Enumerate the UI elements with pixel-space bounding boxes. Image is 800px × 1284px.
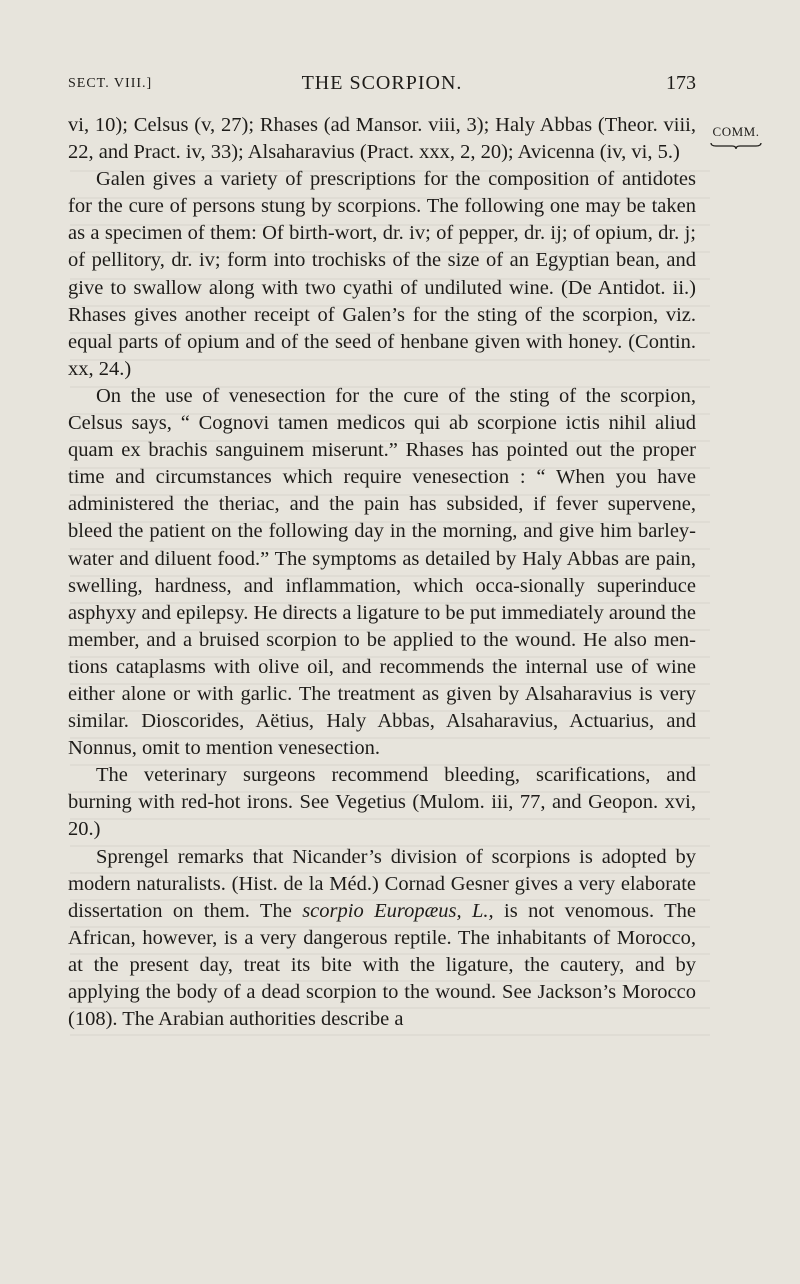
paragraph-citations: vi, 10); Celsus (v, 27); Rhases (ad Mansor. viii, 3); Haly Abbas (Theor. viii, 22, and Pract. iv, 33); Alsaharavius (Pract. xxx, 2, 20); Avicenna (iv, vi, 5.) [68,114,696,164]
brace-icon [710,142,762,150]
page-number: 173 [666,72,696,94]
species-name: scorpio Europæus, L., [302,899,494,922]
paragraph-sprengel [68,844,696,1034]
margin-note [703,124,769,150]
paragraph-sprengel-text-1: Sprengel remarks that Nicander’s division of scorpions is adopted by modern naturalists. (Hist. de la Méd.) Cornad Gesner gives a very elaborate dissertation on them. The [68,845,696,922]
paragraph-galen: Galen gives a variety of prescriptions for the composition of antidotes for the cure of persons stung by scorpions. The following one may be taken as a specimen of them: Of birth-wort, dr. iv; of pepper, dr. ij; of opium, dr. j; of pellitory, dr. iv; form into trochisks of the size of an Egyptian bean, and give to swallow along with two cyathi of undiluted wine. (De Antidot. ii.) Rhases gives another receipt of Galen’s for the sting of the scorpion, viz. equal parts of opium and of the seed of henbane given with honey. (Contin. xx, 24.) [68,168,696,380]
running-header [68,72,696,100]
paragraph-sprengel-text-2: is not venomous. The African, however, is a very dangerous reptile. The inhabitants of Morocco, at the present day, treat its bite with the ligature, the cautery, and by applying the body of a dead scorpion to the wound. See Jackson’s Morocco (108). The Arabian authorities describe a [68,899,696,1031]
margin-note-label: COMM. [712,124,760,139]
body-text [68,112,696,1033]
paragraph-venesection: On the use of venesection for the cure of the sting of the scorpion, Celsus says, “ Cognovi tamen medicos qui ab scorpione ictis nihil aliud quam ex brachis sanguinem miserunt.” Rhases has pointed out the proper time and circumstances which require venesection : “ When you have administered the theriac, and the pain has subsided, if fever supervene, bleed the patient on the following day in the morning, and give him barley-water and diluent food.” The symptoms as detailed by Haly Abbas are pain, swelling, hardness, and inflammation, which occa-sionally superinduce asphyxy and epilepsy. He directs a ligature to be put immediately around the member, and a bruised scorpion to be applied to the wound. He also men-tions cataplasms with olive oil, and recommends the internal use of wine either alone or with garlic. The treatment as given by Alsaharavius is very similar. Dioscorides, Aëtius, Haly Abbas, Alsaharavius, Actuarius, and Nonnus, omit to mention venesection. [68,384,696,760]
page-title: THE SCORPION. [301,72,463,94]
paragraph-veterinary: The veterinary surgeons recommend bleeding, scarifications, and burning with red-hot irons. See Vegetius (Mulom. iii, 77, and Geopon. xvi, 20.) [68,764,696,841]
section-label: SECT. VIII.] [68,76,153,91]
